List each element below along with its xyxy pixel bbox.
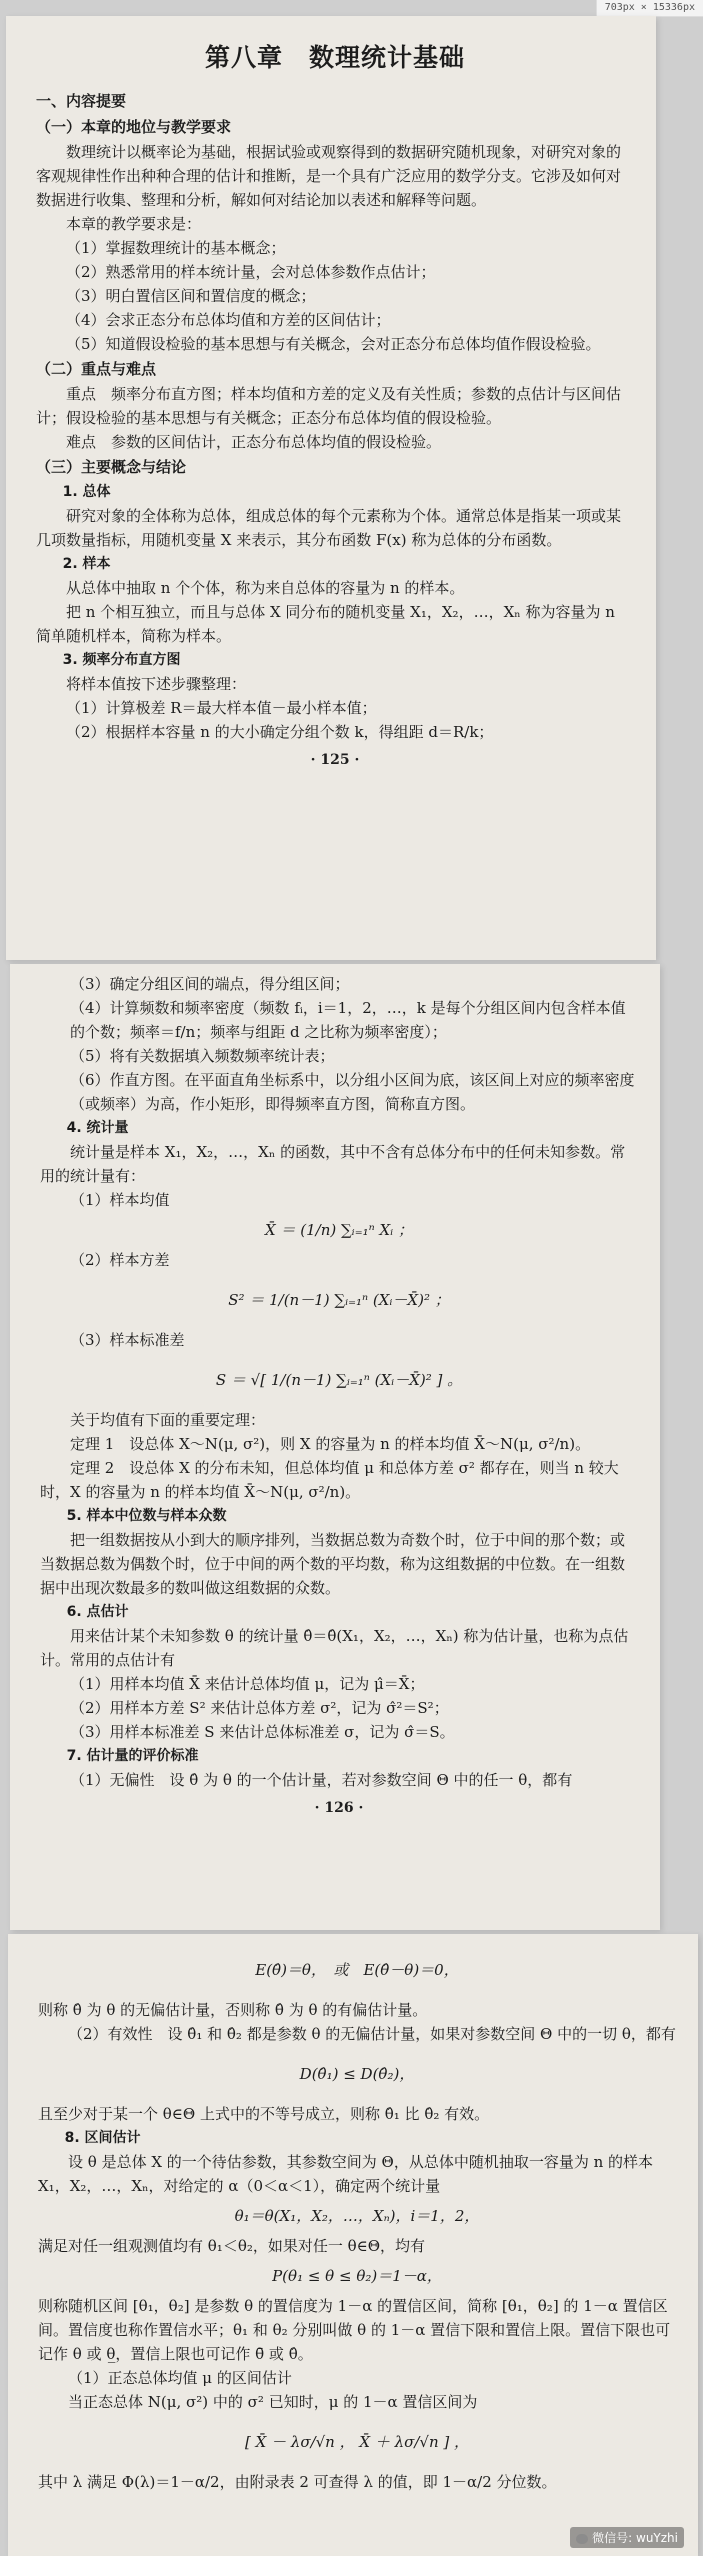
paragraph: 其中 λ 满足 Φ(λ)＝1－α/2，由附录表 2 可查得 λ 的值，即 1－α/2 分位数。 xyxy=(38,2473,557,2491)
formula-unbiased: E(θ̂)＝θ， 或 E(θ̂－θ)＝0， xyxy=(255,1961,459,1979)
topic-heading: 3. 频率分布直方图 xyxy=(62,652,181,668)
paragraph: （1）无偏性 设 θ̂ 为 θ 的一个估计量，若对参数空间 Θ 中的任一 θ，都有 xyxy=(70,1771,573,1789)
list-item: （3）确定分组区间的端点，得分组区间； xyxy=(70,975,350,993)
paragraph: 则称随机区间 [θ₁，θ₂] 是参数 θ 的置信度为 1－α 的置信区间，简称 [θ₁，θ₂] 的 1－α 置信区间。置信度也称作置信水平；θ₁ 和 θ₂ 分别叫做 θ 的 1－α 置信下限和置信上限。置信下限也可记作 θ 或 θ̲，置信上限也可记作 θ̄ 或 θ̂。 xyxy=(38,2297,671,2363)
formula-sample-variance: S² ＝ 1/(n－1) ∑ᵢ₌₁ⁿ (Xᵢ－X̄)² ； xyxy=(228,1291,450,1309)
list-item: （2）用样本方差 S² 来估计总体方差 σ²，记为 σ̂²＝S²； xyxy=(70,1699,449,1717)
dimension-label: 703px × 15336px xyxy=(596,0,703,17)
watermark xyxy=(570,2527,684,2548)
paragraph: 难点 参数的区间估计，正态分布总体均值的假设检验。 xyxy=(66,433,442,451)
subsection-heading: （二）重点与难点 xyxy=(36,360,157,378)
paragraph: （2）有效性 设 θ̂₁ 和 θ̂₂ 都是参数 θ 的无偏估计量，如果对参数空间 Θ 中的一切 θ，都有 xyxy=(68,2025,676,2043)
list-item: （4）计算频数和频率密度（频数 fᵢ，i＝1，2，…，k 是每个分组区间内包含样本值的个数；频率＝f/n；频率与组距 d 之比称为频率密度）； xyxy=(70,999,626,1041)
topic-heading: 6. 点估计 xyxy=(66,1604,129,1620)
paragraph: 数理统计以概率论为基础，根据试验或观察得到的数据研究随机现象，对研究对象的客观规律性作出种种合理的估计和推断，是一个具有广泛应用的数学分支。它涉及如何对数据进行收集、整理和分析，解如何对结论加以表述和解释等问题。 xyxy=(36,143,622,209)
section-heading: 一、内容提要 xyxy=(36,92,127,110)
list-item: （1）掌握数理统计的基本概念； xyxy=(66,239,286,257)
page-number: · 126 · xyxy=(314,1800,364,1816)
list-item: （4）会求正态分布总体均值和方差的区间估计； xyxy=(66,311,391,329)
formula-probability: P(θ₁ ≤ θ ≤ θ₂)＝1－α， xyxy=(272,2267,442,2285)
paragraph: 关于均值有下面的重要定理： xyxy=(70,1411,266,1429)
page-125 xyxy=(6,16,656,960)
paragraph: 将样本值按下述步骤整理： xyxy=(66,675,247,693)
topic-heading: 8. 区间估计 xyxy=(64,2130,141,2146)
list-item: （2）样本方差 xyxy=(70,1251,170,1269)
paragraph: 用来估计某个未知参数 θ 的统计量 θ̂＝θ̂(X₁，X₂，…，Xₙ) 称为估计量，也称为点估计。常用的点估计有 xyxy=(40,1627,629,1669)
watermark-text: 微信号: wuYzhi xyxy=(592,2531,678,2545)
list-item: （2）熟悉常用的样本统计量，会对总体参数作点估计； xyxy=(66,263,436,281)
paragraph: 统计量是样本 X₁，X₂，…，Xₙ 的函数，其中不含有总体分布中的任何未知参数。常用的统计量有： xyxy=(40,1143,626,1185)
topic-heading: 1. 总体 xyxy=(62,484,111,500)
paragraph: 则称 θ̂ 为 θ 的无偏估计量，否则称 θ̂ 为 θ 的有偏估计量。 xyxy=(38,2001,428,2019)
page-126 xyxy=(10,964,660,1930)
formula-statistics: θ₁＝θ(X₁，X₂，…，Xₙ)，i＝1，2， xyxy=(234,2207,480,2225)
list-item: （3）样本标准差 xyxy=(70,1331,185,1349)
wechat-icon xyxy=(576,2534,588,2544)
subsection-heading: （三）主要概念与结论 xyxy=(36,458,187,476)
list-item: （1）用样本均值 X̄ 来估计总体均值 μ，记为 μ̂＝X̄； xyxy=(70,1675,425,1693)
list-item: （3）用样本标准差 S 来估计总体标准差 σ，记为 σ̂＝S。 xyxy=(70,1723,455,1741)
list-item: （3）明白置信区间和置信度的概念； xyxy=(66,287,316,305)
paragraph: 设 θ 是总体 X 的一个待估参数，其参数空间为 Θ，从总体中随机抽取一容量为 n 的样本 X₁，X₂，…，Xₙ，对给定的 α（0＜α＜1），确定两个统计量 xyxy=(38,2153,654,2195)
paragraph: 把一组数据按从小到大的顺序排列，当数据总数为奇数个时，位于中间的那个数；或当数据总数为偶数个时，位于中间的两个数的平均数，称为这组数据的中位数。在一组数据中出现次数最多的数叫做这组数据的众数。 xyxy=(40,1531,626,1597)
paragraph: 重点 频率分布直方图；样本均值和方差的定义及有关性质；参数的点估计与区间估计；假设检验的基本思想与有关概念；正态分布总体均值的假设检验。 xyxy=(36,385,622,427)
formula-sample-mean: X̄ ＝ (1/n) ∑ᵢ₌₁ⁿ Xᵢ ； xyxy=(265,1221,413,1239)
topic-heading: 7. 估计量的评价标准 xyxy=(66,1748,199,1764)
paragraph: 从总体中抽取 n 个个体，称为来自总体的容量为 n 的样本。 xyxy=(66,579,465,597)
page-127 xyxy=(8,1934,698,2556)
paragraph: 满足对任一组观测值均有 θ₁＜θ₂，如果对任一 θ∈Θ，均有 xyxy=(38,2237,426,2255)
list-item: （1）样本均值 xyxy=(70,1191,170,1209)
theorem-2: 定理 2 设总体 X 的分布未知，但总体均值 μ 和总体方差 σ² 都存在，则当 n 较大时，X 的容量为 n 的样本均值 X̄～N(μ, σ²/n)。 xyxy=(40,1459,619,1501)
paragraph: 本章的教学要求是： xyxy=(66,215,202,233)
topic-heading: 5. 样本中位数与样本众数 xyxy=(66,1508,227,1524)
chapter-title: 第八章 数理统计基础 xyxy=(204,43,465,72)
formula-confidence-interval: [ X̄ － λσ/√n ， X̄ ＋ λσ/√n ] ， xyxy=(244,2433,469,2451)
list-item: （2）根据样本容量 n 的大小确定分组个数 k，得组距 d＝R/k； xyxy=(66,723,494,741)
list-item: （1）计算极差 R＝最大样本值－最小样本值； xyxy=(66,699,377,717)
list-item: （6）作直方图。在平面直角坐标系中，以分组小区间为底，该区间上对应的频率密度（或频率）为高，作小矩形，即得频率直方图，简称直方图。 xyxy=(70,1071,635,1113)
topic-heading: 4. 统计量 xyxy=(66,1120,129,1136)
subsection-heading: （一）本章的地位与教学要求 xyxy=(36,118,232,136)
paragraph: 当正态总体 N(μ, σ²) 中的 σ² 已知时，μ 的 1－α 置信区间为 xyxy=(68,2393,478,2411)
list-item: （5）知道假设检验的基本思想与有关概念，会对正态分布总体均值作假设检验。 xyxy=(66,335,601,353)
formula-efficiency: D(θ̂₁) ≤ D(θ̂₂)， xyxy=(299,2065,415,2083)
page-number: · 125 · xyxy=(310,752,360,768)
formula-sample-std: S ＝ √[ 1/(n－1) ∑ᵢ₌₁ⁿ (Xᵢ－X̄)² ] 。 xyxy=(215,1371,463,1389)
paragraph: 且至少对于某一个 θ∈Θ 上式中的不等号成立，则称 θ̂₁ 比 θ̂₂ 有效。 xyxy=(38,2105,490,2123)
topic-heading: 2. 样本 xyxy=(62,556,111,572)
list-item: （1）正态总体均值 μ 的区间估计 xyxy=(68,2369,292,2387)
list-item: （5）将有关数据填入频数频率统计表； xyxy=(70,1047,335,1065)
theorem-1: 定理 1 设总体 X～N(μ, σ²)，则 X 的容量为 n 的样本均值 X̄～N(μ, σ²/n)。 xyxy=(70,1435,591,1453)
paragraph: 把 n 个相互独立，而且与总体 X 同分布的随机变量 X₁，X₂，…，Xₙ 称为容量为 n 简单随机样本，简称为样本。 xyxy=(36,603,615,645)
paragraph: 研究对象的全体称为总体，组成总体的每个元素称为个体。通常总体是指某一项或某几项数量指标，用随机变量 X 来表示，其分布函数 F(x) 称为总体的分布函数。 xyxy=(36,507,622,549)
